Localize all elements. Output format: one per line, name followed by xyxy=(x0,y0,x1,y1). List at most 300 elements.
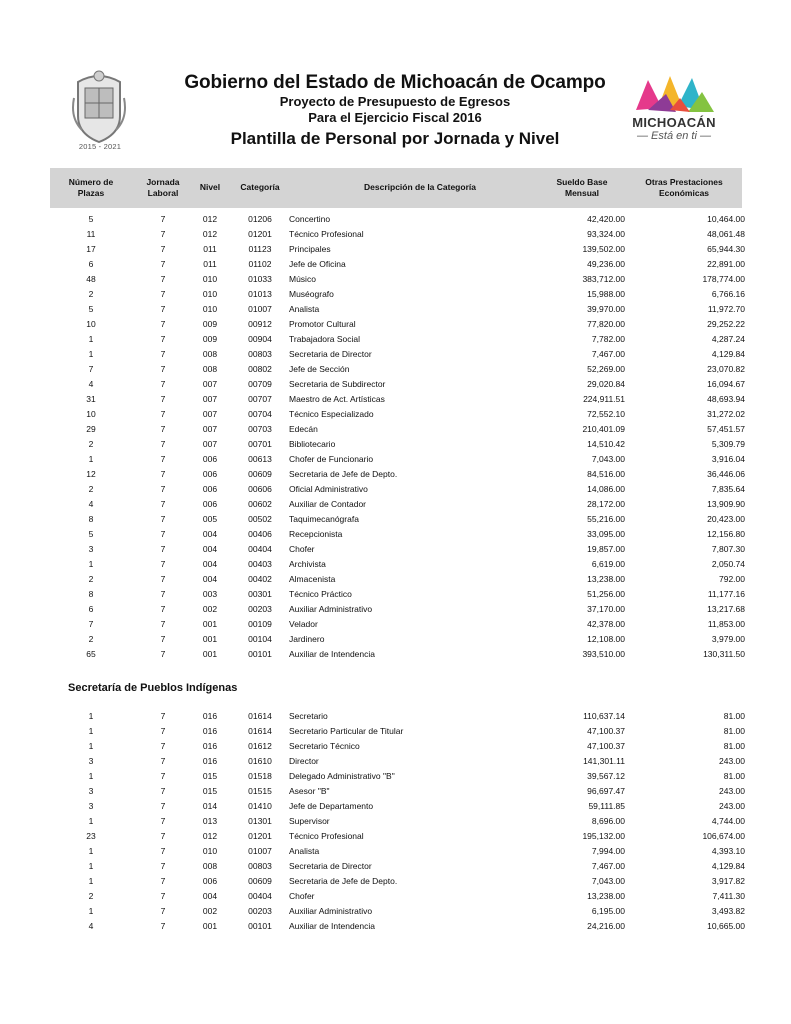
sueldo-cell: 93,324.00 xyxy=(587,229,625,239)
table-row xyxy=(50,754,745,769)
categoria-cell: 01515 xyxy=(248,786,272,796)
sueldo-cell: 47,100.37 xyxy=(587,741,625,751)
logo-tagline: — Está en ti — xyxy=(637,130,711,142)
jornada-cell: 7 xyxy=(160,771,166,781)
otras-prestaciones-cell: 48,693.94 xyxy=(707,394,745,404)
nivel-cell: 016 xyxy=(202,711,218,721)
categoria-cell: 00912 xyxy=(248,319,272,329)
sueldo-cell: 72,552.10 xyxy=(587,409,625,419)
jornada-cell: 7 xyxy=(160,259,166,269)
plazas-cell: 1 xyxy=(88,349,94,359)
sueldo-cell: 7,782.00 xyxy=(591,334,625,344)
plazas-cell: 3 xyxy=(88,801,94,811)
table-row xyxy=(50,542,745,557)
nivel-cell: 005 xyxy=(202,514,218,524)
otras-prestaciones-cell: 4,129.84 xyxy=(711,861,745,871)
descripcion-cell: Auxiliar de Intendencia xyxy=(289,649,376,659)
jornada-cell: 7 xyxy=(160,229,166,239)
otras-prestaciones-cell: 29,252.22 xyxy=(707,319,745,329)
nivel-cell: 007 xyxy=(202,424,218,434)
plazas-cell: 29 xyxy=(86,424,96,434)
categoria-cell: 00709 xyxy=(248,379,272,389)
table-row xyxy=(50,724,745,739)
sueldo-cell: 33,095.00 xyxy=(587,529,625,539)
categoria-cell: 01102 xyxy=(248,259,272,269)
nivel-cell: 006 xyxy=(202,484,218,494)
descripcion-cell: Chofer xyxy=(289,544,315,554)
descripcion-cell: Delegado Administrativo "B" xyxy=(289,771,395,781)
table-row xyxy=(50,272,745,287)
plazas-cell: 1 xyxy=(88,741,94,751)
table-row xyxy=(50,497,745,512)
otras-prestaciones-cell: 3,916.04 xyxy=(711,454,745,464)
table-row xyxy=(50,632,745,647)
page-subtitle: Proyecto de Presupuesto de Egresos xyxy=(279,94,511,109)
table-row xyxy=(50,814,745,829)
jornada-cell: 7 xyxy=(160,529,166,539)
categoria-cell: 00802 xyxy=(248,364,272,374)
descripcion-cell: Asesor "B" xyxy=(289,786,330,796)
otras-prestaciones-cell: 106,674.00 xyxy=(702,831,745,841)
jornada-cell: 7 xyxy=(160,846,166,856)
table-row xyxy=(50,422,745,437)
plazas-cell: 3 xyxy=(88,786,94,796)
categoria-cell: 01410 xyxy=(248,801,272,811)
table-row xyxy=(50,874,745,889)
otras-prestaciones-cell: 31,272.02 xyxy=(707,409,745,419)
sueldo-cell: 6,619.00 xyxy=(591,559,625,569)
descripcion-cell: Secretaria de Jefe de Depto. xyxy=(289,876,398,886)
jornada-cell: 7 xyxy=(160,891,166,901)
otras-prestaciones-cell: 3,979.00 xyxy=(711,634,745,644)
table-row xyxy=(50,317,745,332)
sueldo-cell: 28,172.00 xyxy=(587,499,625,509)
categoria-cell: 01206 xyxy=(248,214,272,224)
sueldo-cell: 59,111.85 xyxy=(588,801,625,811)
otras-prestaciones-cell: 23,070.82 xyxy=(707,364,745,374)
sueldo-cell: 13,238.00 xyxy=(587,891,625,901)
sueldo-cell: 13,238.00 xyxy=(587,574,625,584)
sueldo-cell: 7,994.00 xyxy=(591,846,625,856)
plazas-cell: 3 xyxy=(88,756,94,766)
sueldo-cell: 52,269.00 xyxy=(587,364,625,374)
plazas-cell: 7 xyxy=(88,364,94,374)
descripcion-cell: Taquimecanógrafa xyxy=(289,514,359,524)
otras-prestaciones-cell: 7,411.30 xyxy=(712,891,745,901)
fiscal-year: Para el Ejercicio Fiscal 2016 xyxy=(308,110,482,125)
nivel-cell: 006 xyxy=(202,469,218,479)
jornada-cell: 7 xyxy=(160,574,166,584)
categoria-cell: 00402 xyxy=(248,574,272,584)
nivel-cell: 006 xyxy=(202,876,218,886)
descripcion-cell: Muséografo xyxy=(289,289,334,299)
plazas-cell: 48 xyxy=(86,274,96,284)
nivel-cell: 014 xyxy=(202,801,218,811)
jornada-cell: 7 xyxy=(160,424,166,434)
sueldo-cell: 14,510.42 xyxy=(587,439,625,449)
categoria-cell: 01301 xyxy=(248,816,272,826)
categoria-cell: 00707 xyxy=(248,394,272,404)
nivel-cell: 007 xyxy=(202,409,218,419)
plazas-cell: 6 xyxy=(88,259,94,269)
table-row xyxy=(50,227,745,242)
plazas-cell: 1 xyxy=(88,771,94,781)
otras-prestaciones-cell: 81.00 xyxy=(723,741,745,751)
nivel-cell: 015 xyxy=(202,771,218,781)
descripcion-cell: Promotor Cultural xyxy=(289,319,356,329)
table-row xyxy=(50,407,745,422)
nivel-cell: 004 xyxy=(202,574,218,584)
otras-prestaciones-cell: 130,311.50 xyxy=(703,649,745,659)
nivel-cell: 012 xyxy=(202,229,218,239)
descripcion-cell: Secretario xyxy=(289,711,328,721)
descripcion-cell: Auxiliar de Intendencia xyxy=(289,921,376,931)
sueldo-cell: 195,132.00 xyxy=(582,831,625,841)
otras-prestaciones-cell: 4,129.84 xyxy=(711,349,745,359)
jornada-cell: 7 xyxy=(160,786,166,796)
plazas-cell: 1 xyxy=(88,334,94,344)
sueldo-cell: 51,256.00 xyxy=(587,589,625,599)
jornada-cell: 7 xyxy=(160,589,166,599)
jornada-cell: 7 xyxy=(160,544,166,554)
categoria-cell: 01007 xyxy=(248,304,272,314)
sueldo-cell: 37,170.00 xyxy=(587,604,625,614)
nivel-cell: 004 xyxy=(202,529,218,539)
otras-prestaciones-cell: 12,156.80 xyxy=(707,529,745,539)
plazas-cell: 1 xyxy=(88,816,94,826)
jornada-cell: 7 xyxy=(160,304,166,314)
otras-prestaciones-cell: 13,217.68 xyxy=(707,604,745,614)
sueldo-cell: 393,510.00 xyxy=(582,649,625,659)
categoria-cell: 01123 xyxy=(248,244,272,254)
sueldo-cell: 47,100.37 xyxy=(587,726,625,736)
otras-prestaciones-cell: 11,972.70 xyxy=(707,304,745,314)
plazas-cell: 65 xyxy=(86,649,96,659)
table-row xyxy=(50,784,745,799)
categoria-cell: 01007 xyxy=(248,846,272,856)
otras-prestaciones-cell: 22,891.00 xyxy=(707,259,745,269)
descripcion-cell: Supervisor xyxy=(289,816,330,826)
categoria-cell: 00203 xyxy=(248,906,272,916)
otras-prestaciones-cell: 11,853.00 xyxy=(707,619,745,629)
otras-prestaciones-cell: 65,944.30 xyxy=(707,244,745,254)
jornada-cell: 7 xyxy=(160,906,166,916)
descripcion-cell: Analista xyxy=(289,846,320,856)
plazas-cell: 8 xyxy=(88,589,94,599)
descripcion-cell: Secretaria de Subdirector xyxy=(289,379,386,389)
descripcion-cell: Músico xyxy=(289,274,316,284)
plazas-cell: 4 xyxy=(88,379,94,389)
sueldo-cell: 29,020.84 xyxy=(587,379,625,389)
otras-prestaciones-cell: 3,493.82 xyxy=(711,906,745,916)
jornada-cell: 7 xyxy=(160,861,166,871)
jornada-cell: 7 xyxy=(160,921,166,931)
sueldo-cell: 55,216.00 xyxy=(587,514,625,524)
otras-prestaciones-cell: 16,094.67 xyxy=(707,379,745,389)
plazas-cell: 31 xyxy=(86,394,96,404)
plazas-cell: 2 xyxy=(88,634,94,644)
sueldo-cell: 19,857.00 xyxy=(587,544,625,554)
descripcion-cell: Jefe de Oficina xyxy=(289,259,346,269)
page-title: Gobierno del Estado de Michoacán de Ocampo xyxy=(184,72,606,93)
table-row xyxy=(50,709,745,724)
nivel-cell: 006 xyxy=(202,499,218,509)
nivel-cell: 004 xyxy=(202,544,218,554)
table-row xyxy=(50,377,745,392)
plazas-cell: 1 xyxy=(88,711,94,721)
sueldo-cell: 24,216.00 xyxy=(587,921,625,931)
table-body-section-2 xyxy=(50,709,745,934)
descripcion-cell: Auxiliar de Contador xyxy=(289,499,367,509)
nivel-cell: 016 xyxy=(202,741,218,751)
nivel-cell: 008 xyxy=(202,861,218,871)
sueldo-cell: 7,467.00 xyxy=(591,861,625,871)
categoria-cell: 00404 xyxy=(248,544,272,554)
nivel-cell: 003 xyxy=(202,589,218,599)
descripcion-cell: Secretario Particular de Titular xyxy=(289,726,404,736)
sueldo-cell: 96,697.47 xyxy=(587,786,625,796)
categoria-cell: 00803 xyxy=(248,861,272,871)
plazas-cell: 4 xyxy=(88,921,94,931)
categoria-cell: 00406 xyxy=(248,529,272,539)
nivel-cell: 004 xyxy=(202,891,218,901)
descripcion-cell: Secretaria de Jefe de Depto. xyxy=(289,469,398,479)
sueldo-cell: 39,567.12 xyxy=(587,771,625,781)
otras-prestaciones-cell: 5,309.79 xyxy=(711,439,745,449)
descripcion-cell: Edecán xyxy=(289,424,318,434)
plazas-cell: 11 xyxy=(86,229,96,239)
otras-prestaciones-cell: 13,909.90 xyxy=(707,499,745,509)
categoria-cell: 01033 xyxy=(248,274,272,284)
descripcion-cell: Jefe de Departamento xyxy=(289,801,374,811)
nivel-cell: 009 xyxy=(202,319,218,329)
nivel-cell: 001 xyxy=(202,921,218,931)
jornada-cell: 7 xyxy=(160,454,166,464)
descripcion-cell: Auxiliar Administrativo xyxy=(289,604,373,614)
sueldo-cell: 84,516.00 xyxy=(587,469,625,479)
jornada-cell: 7 xyxy=(160,499,166,509)
otras-prestaciones-cell: 20,423.00 xyxy=(707,514,745,524)
table-row xyxy=(50,617,745,632)
administration-years: 2015 - 2021 xyxy=(78,142,122,151)
jornada-cell: 7 xyxy=(160,741,166,751)
otras-prestaciones-cell: 178,774.00 xyxy=(702,274,745,284)
otras-prestaciones-cell: 11,177.16 xyxy=(707,589,745,599)
categoria-cell: 00502 xyxy=(248,514,272,524)
otras-prestaciones-cell: 81.00 xyxy=(723,726,745,736)
table-row xyxy=(50,919,745,934)
section-title: Secretaría de Pueblos Indígenas xyxy=(68,682,238,694)
categoria-cell: 01610 xyxy=(248,756,272,766)
categoria-cell: 01013 xyxy=(248,289,272,299)
otras-prestaciones-cell: 243.00 xyxy=(719,801,745,811)
descripcion-cell: Secretaria de Director xyxy=(289,349,372,359)
sueldo-cell: 139,502.00 xyxy=(582,244,625,254)
plazas-cell: 1 xyxy=(88,726,94,736)
plazas-cell: 17 xyxy=(86,244,96,254)
categoria-cell: 00404 xyxy=(248,891,272,901)
categoria-cell: 01612 xyxy=(248,741,272,751)
table-row xyxy=(50,859,745,874)
table-row xyxy=(50,452,745,467)
table-row xyxy=(50,212,745,227)
otras-prestaciones-cell: 6,766.16 xyxy=(711,289,745,299)
descripcion-cell: Trabajadora Social xyxy=(289,334,361,344)
logo-wordmark: MICHOACÁN xyxy=(632,115,716,130)
nivel-cell: 001 xyxy=(202,634,218,644)
categoria-cell: 01201 xyxy=(248,831,272,841)
state-coat-of-arms-icon xyxy=(68,68,130,150)
categoria-cell: 00606 xyxy=(248,484,272,494)
col-nivel: Nivel xyxy=(199,182,221,192)
nivel-cell: 002 xyxy=(202,604,218,614)
descripcion-cell: Recepcionista xyxy=(289,529,343,539)
nivel-cell: 011 xyxy=(203,244,217,254)
sueldo-cell: 7,043.00 xyxy=(591,454,625,464)
descripcion-cell: Técnico Especializado xyxy=(289,409,374,419)
nivel-cell: 015 xyxy=(202,786,218,796)
col-categoria: Categoría xyxy=(240,182,280,192)
plazas-cell: 1 xyxy=(88,559,94,569)
nivel-cell: 016 xyxy=(202,726,218,736)
descripcion-cell: Analista xyxy=(289,304,320,314)
jornada-cell: 7 xyxy=(160,469,166,479)
nivel-cell: 007 xyxy=(202,439,218,449)
jornada-cell: 7 xyxy=(160,409,166,419)
table-body-section-1 xyxy=(50,212,745,662)
nivel-cell: 004 xyxy=(202,559,218,569)
table-row xyxy=(50,829,745,844)
plazas-cell: 1 xyxy=(88,876,94,886)
jornada-cell: 7 xyxy=(160,876,166,886)
table-row xyxy=(50,799,745,814)
jornada-cell: 7 xyxy=(160,214,166,224)
jornada-cell: 7 xyxy=(160,831,166,841)
sueldo-cell: 42,420.00 xyxy=(587,214,625,224)
table-row xyxy=(50,287,745,302)
descripcion-cell: Oficial Administrativo xyxy=(289,484,368,494)
otras-prestaciones-cell: 4,393.10 xyxy=(711,846,745,856)
jornada-cell: 7 xyxy=(160,364,166,374)
jornada-cell: 7 xyxy=(160,604,166,614)
table-row xyxy=(50,527,745,542)
jornada-cell: 7 xyxy=(160,559,166,569)
otras-prestaciones-cell: 7,807.30 xyxy=(711,544,745,554)
plazas-cell: 4 xyxy=(88,499,94,509)
plazas-cell: 5 xyxy=(88,529,94,539)
table-row xyxy=(50,257,745,272)
plazas-cell: 1 xyxy=(88,454,94,464)
otras-prestaciones-cell: 81.00 xyxy=(723,711,745,721)
categoria-cell: 00104 xyxy=(248,634,272,644)
otras-prestaciones-cell: 7,835.64 xyxy=(711,484,745,494)
jornada-cell: 7 xyxy=(160,514,166,524)
categoria-cell: 00203 xyxy=(248,604,272,614)
jornada-cell: 7 xyxy=(160,439,166,449)
table-row xyxy=(50,602,745,617)
categoria-cell: 00602 xyxy=(248,499,272,509)
descripcion-cell: Secretaria de Director xyxy=(289,861,372,871)
plazas-cell: 2 xyxy=(88,574,94,584)
document-header xyxy=(0,0,791,170)
otras-prestaciones-cell: 36,446.06 xyxy=(707,469,745,479)
plazas-cell: 2 xyxy=(88,439,94,449)
categoria-cell: 00101 xyxy=(248,649,272,659)
descripcion-cell: Chofer de Funcionario xyxy=(289,454,374,464)
jornada-cell: 7 xyxy=(160,484,166,494)
categoria-cell: 00403 xyxy=(248,559,272,569)
plazas-cell: 1 xyxy=(88,861,94,871)
jornada-cell: 7 xyxy=(160,379,166,389)
sueldo-cell: 39,970.00 xyxy=(587,304,625,314)
plazas-cell: 8 xyxy=(88,514,94,524)
otras-prestaciones-cell: 10,665.00 xyxy=(707,921,745,931)
otras-prestaciones-cell: 243.00 xyxy=(719,786,745,796)
nivel-cell: 009 xyxy=(202,334,218,344)
table-row xyxy=(50,572,745,587)
otras-prestaciones-cell: 792.00 xyxy=(719,574,745,584)
nivel-cell: 013 xyxy=(202,816,218,826)
plazas-cell: 12 xyxy=(86,469,96,479)
table-row xyxy=(50,437,745,452)
descripcion-cell: Almacenista xyxy=(289,574,336,584)
jornada-cell: 7 xyxy=(160,634,166,644)
descripcion-cell: Jefe de Sección xyxy=(289,364,350,374)
nivel-cell: 012 xyxy=(202,214,218,224)
descripcion-cell: Técnico Profesional xyxy=(289,229,364,239)
categoria-cell: 00803 xyxy=(248,349,272,359)
sueldo-cell: 210,401.09 xyxy=(582,424,625,434)
col-plazas: Número de Plazas xyxy=(68,177,114,198)
descripcion-cell: Archivista xyxy=(289,559,326,569)
table-row xyxy=(50,557,745,572)
sueldo-cell: 12,108.00 xyxy=(587,634,625,644)
table-row xyxy=(50,362,745,377)
sueldo-cell: 77,820.00 xyxy=(587,319,625,329)
jornada-cell: 7 xyxy=(160,319,166,329)
nivel-cell: 008 xyxy=(202,349,218,359)
jornada-cell: 7 xyxy=(160,334,166,344)
categoria-cell: 00609 xyxy=(248,469,272,479)
table-row xyxy=(50,392,745,407)
otras-prestaciones-cell: 57,451.57 xyxy=(707,424,745,434)
sueldo-cell: 6,195.00 xyxy=(591,906,625,916)
jornada-cell: 7 xyxy=(160,711,166,721)
otras-prestaciones-cell: 243.00 xyxy=(719,756,745,766)
otras-prestaciones-cell: 2,050.74 xyxy=(711,559,745,569)
descripcion-cell: Concertino xyxy=(289,214,331,224)
sueldo-cell: 15,988.00 xyxy=(587,289,625,299)
table-row xyxy=(50,242,745,257)
sueldo-cell: 14,086.00 xyxy=(587,484,625,494)
jornada-cell: 7 xyxy=(160,756,166,766)
descripcion-cell: Principales xyxy=(289,244,331,254)
categoria-cell: 01614 xyxy=(248,711,272,721)
categoria-cell: 00613 xyxy=(248,454,272,464)
plazas-cell: 2 xyxy=(88,891,94,901)
sueldo-cell: 49,236.00 xyxy=(587,259,625,269)
nivel-cell: 016 xyxy=(202,756,218,766)
jornada-cell: 7 xyxy=(160,649,166,659)
table-header xyxy=(50,168,742,208)
otras-prestaciones-cell: 3,917.82 xyxy=(711,876,745,886)
sueldo-cell: 42,378.00 xyxy=(587,619,625,629)
otras-prestaciones-cell: 81.00 xyxy=(723,771,745,781)
jornada-cell: 7 xyxy=(160,801,166,811)
otras-prestaciones-cell: 48,061.48 xyxy=(707,229,745,239)
descripcion-cell: Técnico Profesional xyxy=(289,831,364,841)
otras-prestaciones-cell: 4,287.24 xyxy=(711,334,745,344)
